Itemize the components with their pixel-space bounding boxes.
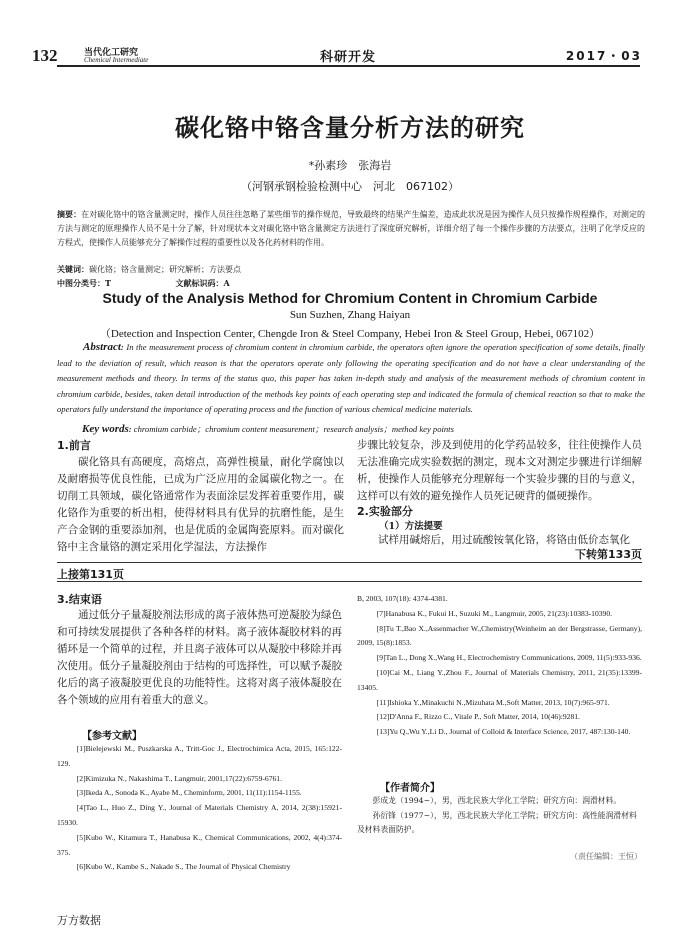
authors-cn: *孙素珍 张海岩 xyxy=(308,159,392,172)
keywords-cn xyxy=(57,262,645,277)
keywords-cn-text: 碳化铬；铬含量测定；研究解析；方法要点 xyxy=(89,265,241,274)
authors-en: Sun Suzhen, Zhang Haiyan xyxy=(289,309,411,321)
continued-from-note: 上接第131页 xyxy=(57,568,124,581)
section-title: 科研开发 xyxy=(320,50,377,65)
doc-code-value: A xyxy=(223,278,230,288)
reference-item: [9]Tan L., Dong X.,Wang H., Electrochemistry Communications, 2009, 11(5):933-936. xyxy=(376,653,642,663)
reference-item: [4]Tao L., Huo Z., Ding Y., Journal of Materials Chemistry A, 2014, 2(38):15921-15930. xyxy=(57,803,342,827)
reference-item: [13]Yu Q.,Wu Y.,Li D., Journal of Colloid & Interface Science, 2017, 487:130-140. xyxy=(376,727,631,737)
article-title-cn: 碳化铬中铬含量分析方法的研究 xyxy=(175,114,525,142)
reference-item: [1]Bielejewski M., Puszkarska A., Tritt-Goc J., Electrochimica Acta, 2015, 165:122-129. xyxy=(57,744,342,768)
keywords-cn-label: 关键词： xyxy=(57,264,89,274)
author-info-line: 孙衍锋（1977~），男，西北民族大学化工学院；研究方向：高性能润滑材料及材料表面防护。 xyxy=(357,810,637,835)
article-title-en: Study of the Analysis Method for Chromium Content in Chromium Carbide xyxy=(102,290,598,306)
reference-item: B, 2003, 107(18): 4374-4381. xyxy=(357,594,448,603)
reference-item: [11]Ishioka Y.,Minakuchi N.,Mizuhata M.,Soft Matter, 2013, 10(7):965-971. xyxy=(376,697,610,707)
clc-value: T xyxy=(105,278,111,288)
abstract-en-label: Abstract xyxy=(83,341,121,353)
method-heading: （1）方法提要 xyxy=(379,521,443,532)
conclusion-body: 通过低分子量凝胶剂法形成的离子液体热可逆凝胶为绿色和可持续发展提供了各种各样的材料。离子液体凝胶材料的再循环是一个简单的过程，并且离子液体可以从凝胶中移除并再次使用。低分子量凝胶剂由于结构的可选择性，可以赋予凝胶化后的离子液凝胶更优良的功能特性。这将对离子液体凝胶在各个领域的应用有着重大的意义。 xyxy=(57,609,342,706)
issue-number: 2017・03 xyxy=(565,49,642,63)
experiment-heading: 2.实验部分 xyxy=(357,505,413,518)
reference-item: [10]Cai M., Liang Y.,Zhou F., Journal of Materials Chemistry, 2011, 21(35):13399-13405. xyxy=(357,667,642,692)
doc-code-label: 文献标识码： xyxy=(175,278,224,288)
references-left xyxy=(57,742,342,875)
section-divider-2 xyxy=(57,581,642,582)
references-heading: 【参考文献】 xyxy=(82,731,142,742)
abstract-cn-label: 摘要： xyxy=(57,209,82,219)
abstract-cn xyxy=(57,207,645,250)
intro-continued: 步骤比较复杂，涉及到使用的化学药品较多，往往使操作人员无法准确完成实验数据的测定，现本文对测定步骤进行详细解析，使操作人员能够充分理解每一个实验步骤的目的与意义，这样可以有效的避免操作人员死记硬背的僵硬操作。 xyxy=(357,439,642,502)
reference-item: [12]D'Anna F., Rizzo C., Vitale P., Soft Matter, 2014, 10(46):9281. xyxy=(376,712,580,722)
reference-item: [7]Hanabusa K., Fukui H., Suzuki M., Langmuir, 2005, 21(23):10383-10390. xyxy=(376,608,613,618)
classification-cn xyxy=(57,276,645,291)
method-body: 试样用碱熔后，用过硫酸铵氧化铬，将铬由低价态氧化 xyxy=(378,534,630,546)
abstract-cn-text: 在对碳化铬中的铬含量测定时，操作人员往往忽略了某些细节的操作规范，导致最终的结果产生偏差，造成此状况是因为操作人员只按操作规程操作，对测定的方法与测定的原理操作人员不是十分了解，针对现状本文对碳化铬中铬含量测定方法进行了深度研究解析，详细介绍了每一个操作步骤的方法要点，注明了化学反应的方程式，使操作人员能够充分了解操作过程的重要性以及各化药材料的作用。 xyxy=(57,210,645,247)
clc-label: 中图分类号： xyxy=(57,278,105,288)
abstract-en: Abstract: In the measurement process of chromium content in chromium carbide, the operators often ignore the operation specification of some details, finally lead to the deviation of result, which reason is that the operators operate only following the operating specification and do not have a clear understanding of the measurement methods and theory. In terms of the status quo, this paper has taken in-depth study and analysis of the measurement methods of chromium content in chromium carbide, besides, taken detail introduction of the methods key points of each operating step and indicated the formula of chemical reaction so that to make the operators fully understand the importance of operating process and the function of various chemical medicine materials. xyxy=(57,341,645,415)
author-info-line: 彭成龙（1994~），男，西北民族大学化工学院；研究方向：润滑材料。 xyxy=(372,796,622,805)
affiliation-cn: （河钢承钢检验检测中心 河北 067102） xyxy=(241,180,459,193)
affiliation-en: （Detection and Inspection Center, Chengde Iron & Steel Company, Hebei Iron & Steel Group, Hebei, 067102） xyxy=(99,328,601,340)
keywords-en: Key words: chromium carbide；chromium content measurement；research analysis；method key points xyxy=(82,423,454,435)
reference-item: [2]Kimizuka N., Nakashima T., Langmuir, 2001,17(22):6759-6761. xyxy=(76,773,282,783)
reference-item: [3]Ikeda A., Sonoda K., Ayabe M., Cheminform, 2001, 11(11):1154-1155. xyxy=(76,788,302,798)
intro-body: 碳化铬具有高硬度，高熔点，高弹性模量，耐化学腐蚀以及耐磨损等优良性能，已成为广泛应用的金属碳化物之一。在切削工具领域，碳化铬通常作为表面涂层发挥着重要作用，碳化铬作为重要的析出相，使得材料具有优异的抗磨性能，是生产合金钢的重要添加剂，也是优质的金属陶瓷原料。而对碳化铬中主含量铬的测定采用化学湿法，方法操作 xyxy=(57,456,344,553)
author-info-heading: 【作者简介】 xyxy=(380,783,440,794)
keywords-en-label: Key words xyxy=(82,423,129,435)
author-info xyxy=(357,794,642,838)
abstract-en-text: In the measurement process of chromium content in chromium carbide, the operators often ignore the operation specification of some details, finally lead to the deviation of result, which reason is that the operators operate only following the operating specification and do not have a clear understanding of the measurement methods and theory. In terms of the status quo, this paper has taken in-depth study and analysis of the measurement methods of chromium content in chromium carbide, besides, taken detail introduction of the methods key points of each operating step and indicated the formula of chemical reaction so that to make the operators fully understand the importance of operating process and the function of various chemical medicine materials. xyxy=(57,342,645,415)
intro-heading: 1.前言 xyxy=(57,439,91,452)
header-divider xyxy=(57,65,640,67)
references-right xyxy=(357,592,642,740)
journal-name-cn: 当代化工研究 xyxy=(84,48,139,58)
journal-name-en: Chemical Intermediate xyxy=(84,56,149,64)
page-number: 132 xyxy=(32,46,58,65)
conclusion-heading: 3.结束语 xyxy=(57,593,102,606)
reference-item: [6]Kubo W., Kambe S., Nakade S., The Journal of Physical Chemistry xyxy=(76,862,291,872)
reference-item: [5]Kubo W., Kitamura T., Hanabusa K., Chemical Communications, 2002, 4(4):374-375. xyxy=(57,832,342,857)
editor-note: （责任编辑：王恒） xyxy=(570,852,642,861)
footer-watermark: 万方数据 xyxy=(57,914,101,927)
reference-item: [8]Tu T.,Bao X.,Assenmacher W.,Chemistry(Weinheim an der Bergstrasse, Germany), 2009, 15(8):1853. xyxy=(357,623,642,648)
keywords-en-text: chromium carbide；chromium content measurement；research analysis；method key points xyxy=(133,424,454,434)
section-divider xyxy=(57,562,642,563)
continued-note: 下转第133页 xyxy=(575,548,642,561)
